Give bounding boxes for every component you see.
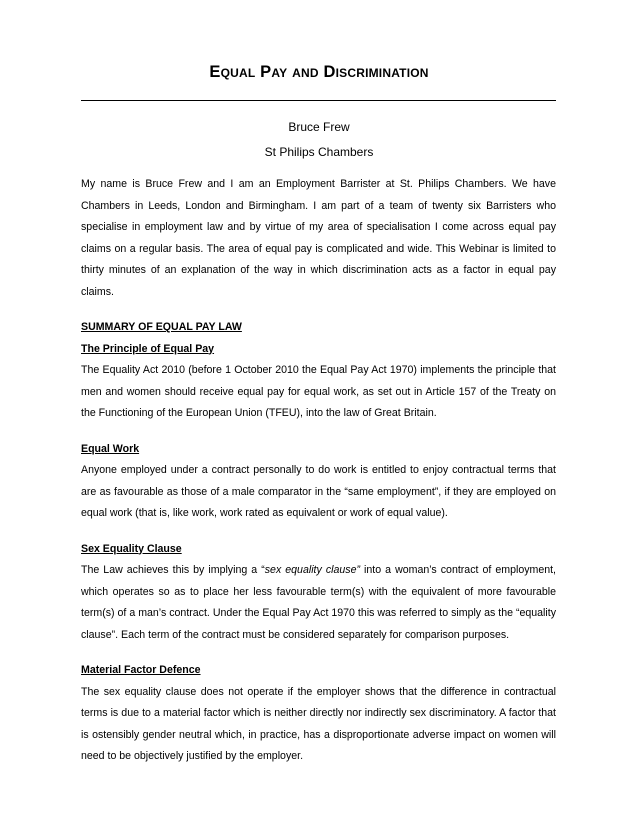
material-factor-heading: Material Factor Defence: [81, 664, 201, 676]
intro-paragraph: My name is Bruce Frew and I am an Employment Barrister at St. Philips Chambers. We have Chambers in Leeds, London and Birmingham. I am part of a team of twenty six Barristers who specialise in employment law and by virtue of my area of specialisation I come across equal pay claims on a regular basis. The area of equal pay is complicated and wide. This Webinar is limited to thirty minutes of an explanation of the way in which discrimination acts as a factor in equal pay claims.: [81, 178, 556, 298]
summary-heading: SUMMARY OF EQUAL PAY LAW: [81, 321, 242, 333]
title-divider: [81, 100, 556, 101]
sex-equality-text-after: into a woman’s contract of employment, which operates so as to place her less favourable term(s) with the equivalent of more favourable term(s) of a man’s contract. Under the Equal Pay Act 1970 this was referred to simply as the “equality clause”. Each term of the contract must be considered separately for comparison purposes.: [81, 564, 556, 641]
sex-equality-text-before: The Law achieves this by implying a “: [81, 564, 265, 576]
sex-equality-clause-paragraph: [81, 560, 556, 646]
document-title: Equal Pay and Discrimination: [209, 63, 429, 81]
author-organisation: St Philips Chambers: [264, 145, 374, 159]
principle-paragraph: The Equality Act 2010 (before 1 October 2010 the Equal Pay Act 1970) implements the principle that men and women should receive equal pay for equal work, as set out in Article 157 of the Treaty on the Functioning of the European Union (TFEU), into the law of Great Britain.: [81, 364, 556, 419]
document-body: [81, 174, 556, 768]
equal-work-heading: Equal Work: [81, 442, 140, 455]
sex-equality-term: sex equality clause”: [264, 564, 360, 576]
equal-work-paragraph: Anyone employed under a contract personally to do work is entitled to enjoy contractual terms that are as favourable as those of a male comparator in the “same employment”, if they are employed on equal work (that is, like work, work rated as equivalent or work of equal value).: [81, 464, 556, 519]
material-factor-paragraph: The sex equality clause does not operate if the employer shows that the difference in contractual terms is due to a material factor which is neither directly nor indirectly sex discriminatory. A factor that is ostensibly gender neutral which, in practice, has a disproportionate adverse impact on women will need to be objectively justified by the employer.: [81, 685, 556, 762]
author-name: Bruce Frew: [288, 120, 350, 134]
sex-equality-clause-heading: Sex Equality Clause: [81, 542, 182, 555]
principle-heading: The Principle of Equal Pay: [81, 342, 215, 355]
